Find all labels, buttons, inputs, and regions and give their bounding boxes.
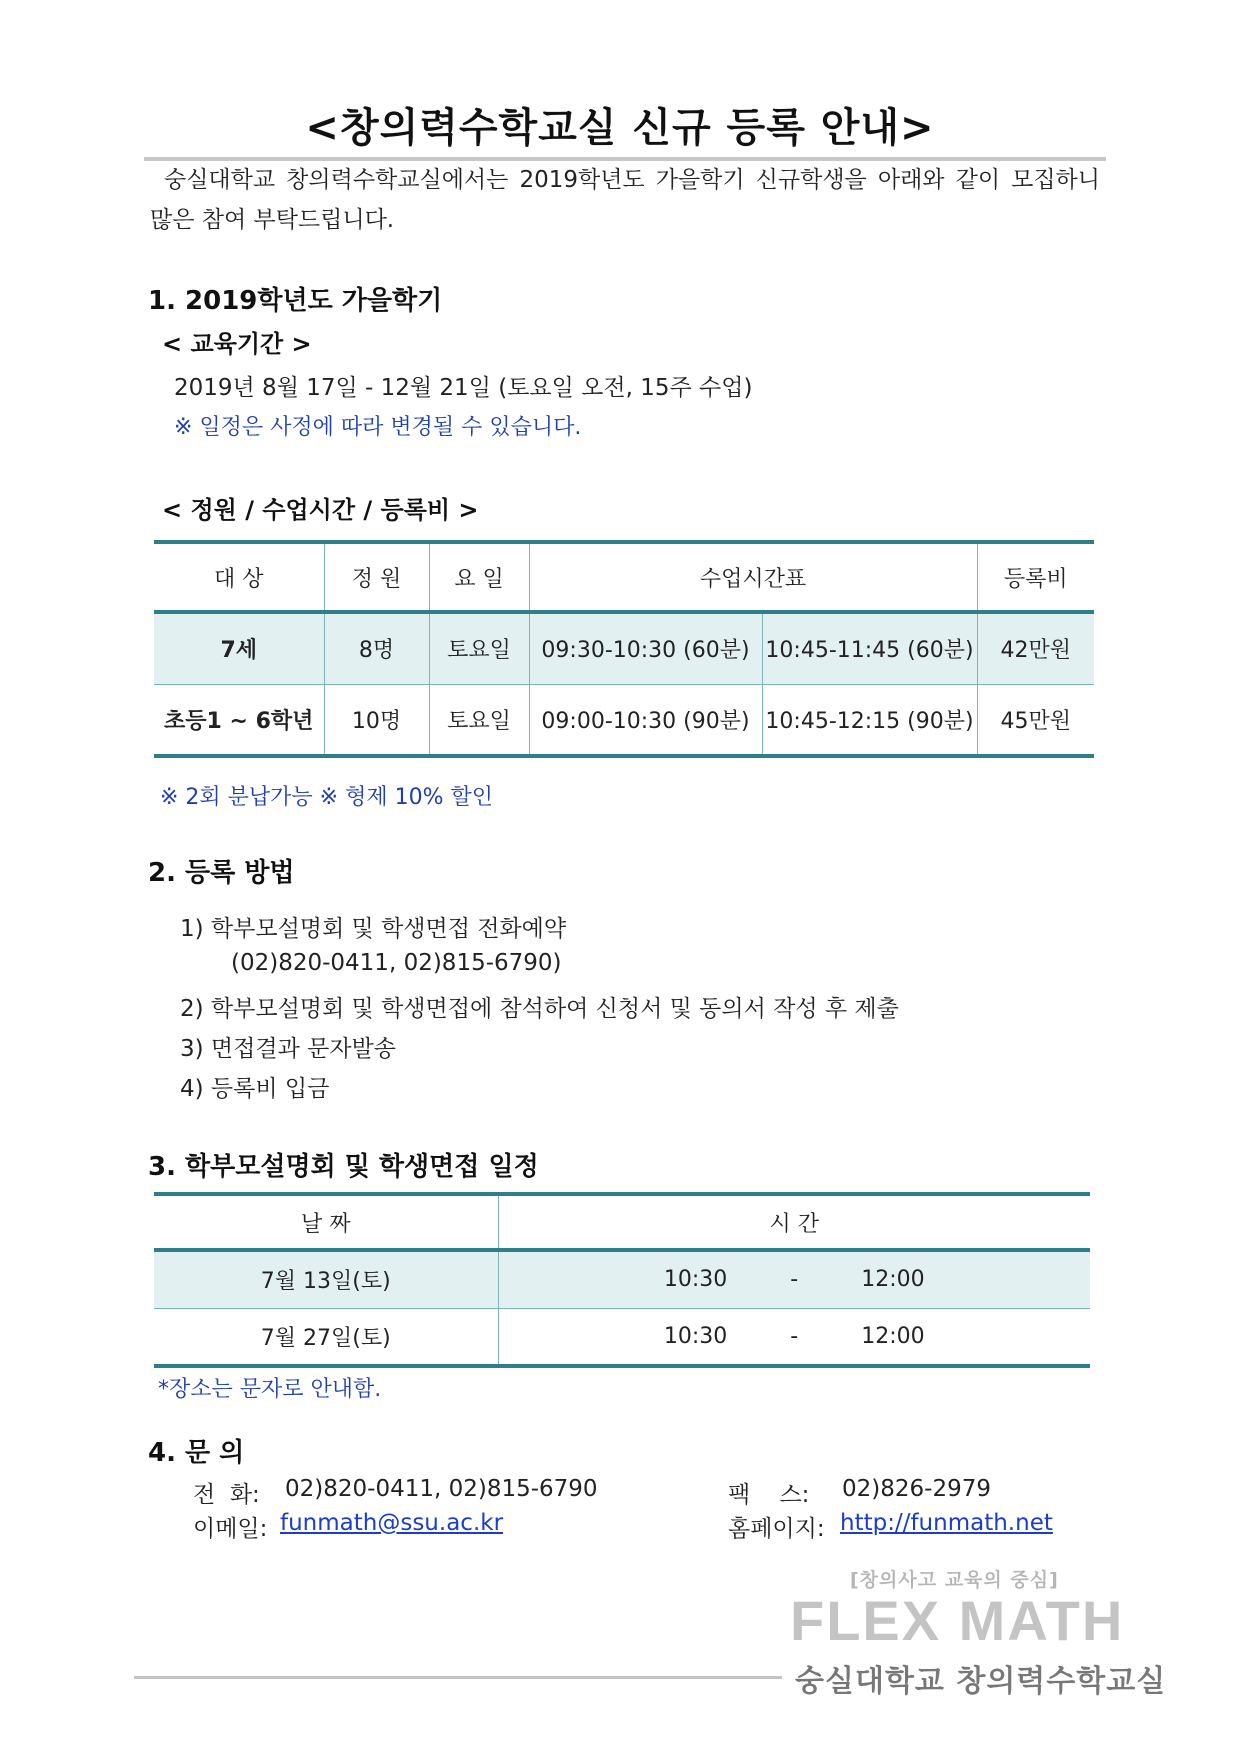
col-time: 시 간	[498, 1194, 1090, 1250]
cell-capacity: 10명	[324, 684, 429, 756]
col-target: 대 상	[154, 542, 324, 612]
section4-heading: 4. 문 의	[148, 1438, 245, 1468]
time-end: 12:00	[861, 1323, 925, 1349]
logo-tagline: [창의사고 교육의 중심]	[850, 1569, 1059, 1591]
intro-paragraph: 숭실대학교 창의력수학교실에서는 2019학년도 가을학기 신규학생을 아래와 같이 모집하니 많은 참여 부탁드립니다.	[150, 167, 1100, 233]
logo-name: FLEX MATH	[790, 1589, 1125, 1652]
col-fee: 등록비	[977, 542, 1094, 612]
time-dash: -	[790, 1323, 799, 1349]
logo-org: 숭실대학교 창의력수학교실	[795, 1664, 1167, 1699]
email-label: 이메일:	[193, 1516, 268, 1542]
footer-divider	[134, 1676, 782, 1679]
cell-day: 토요일	[429, 684, 529, 756]
cell-time2: 10:45-12:15 (90분)	[762, 684, 977, 756]
cell-time1: 09:00-10:30 (90분)	[529, 684, 762, 756]
col-day: 요 일	[429, 542, 529, 612]
list-item: (02)820-0411, 02)815-6790)	[231, 950, 562, 976]
homepage-label: 홈페이지:	[728, 1516, 825, 1542]
section2-heading: 2. 등록 방법	[148, 858, 295, 888]
cell-time	[498, 1308, 1090, 1366]
time-start: 10:30	[663, 1323, 728, 1349]
cell-target: 7세	[154, 612, 324, 684]
table-row	[154, 684, 1094, 756]
cell-time2: 10:45-11:45 (60분)	[762, 612, 977, 684]
list-item: 4) 등록비 입금	[180, 1076, 330, 1102]
email-link[interactable]: funmath@ssu.ac.kr	[280, 1510, 504, 1536]
schedule-table	[154, 1192, 1090, 1368]
cell-date: 7월 13일(토)	[154, 1250, 498, 1308]
time-dash: -	[790, 1267, 799, 1293]
period-label: < 교육기간 >	[162, 330, 312, 358]
col-timetable: 수업시간표	[529, 542, 977, 612]
cell-date: 7월 27일(토)	[154, 1308, 498, 1366]
cell-day: 토요일	[429, 612, 529, 684]
phone-label: 전 화:	[193, 1482, 260, 1508]
cell-fee: 45만원	[977, 684, 1094, 756]
cell-target: 초등1 ~ 6학년	[164, 708, 314, 734]
table-note: ※ 2회 분납가능 ※ 형제 10% 할인	[160, 785, 493, 810]
fee-table	[154, 540, 1094, 758]
list-item: 2) 학부모설명회 및 학생면접에 참석하여 신청서 및 동의서 작성 후 제출	[180, 996, 899, 1022]
table-label: < 정원 / 수업시간 / 등록비 >	[162, 496, 479, 524]
location-note: *장소는 문자로 안내함.	[158, 1377, 382, 1402]
period-text: 2019년 8월 17일 - 12월 21일 (토요일 오전, 15주 수업)	[174, 375, 753, 401]
time-start: 10:30	[663, 1267, 728, 1293]
section3-heading: 3. 학부모설명회 및 학생면접 일정	[148, 1152, 539, 1182]
col-capacity: 정 원	[324, 542, 429, 612]
phone-value: 02)820-0411, 02)815-6790	[285, 1476, 598, 1502]
schedule-table-header	[154, 1194, 1090, 1250]
schedule-note: ※ 일정은 사정에 따라 변경될 수 있습니다.	[174, 415, 582, 440]
page-title: <창의력수학교실 신규 등록 안내>	[305, 105, 935, 151]
time-end: 12:00	[861, 1267, 925, 1293]
cell-time	[498, 1250, 1090, 1308]
col-date: 날 짜	[154, 1194, 498, 1250]
table-row	[154, 1308, 1090, 1366]
fee-table-header	[154, 542, 1094, 612]
table-row	[154, 612, 1094, 684]
section1-heading: 1. 2019학년도 가을학기	[148, 286, 443, 316]
fax-label: 팩 스:	[728, 1482, 810, 1508]
cell-fee: 42만원	[977, 612, 1094, 684]
cell-time1: 09:30-10:30 (60분)	[529, 612, 762, 684]
table-row	[154, 1250, 1090, 1308]
list-item: 3) 면접결과 문자발송	[180, 1036, 396, 1062]
cell-capacity: 8명	[324, 612, 429, 684]
list-item: 1) 학부모설명회 및 학생면접 전화예약	[180, 916, 567, 942]
fax-value: 02)826-2979	[842, 1476, 991, 1502]
homepage-link[interactable]: http://funmath.net	[840, 1510, 1053, 1536]
